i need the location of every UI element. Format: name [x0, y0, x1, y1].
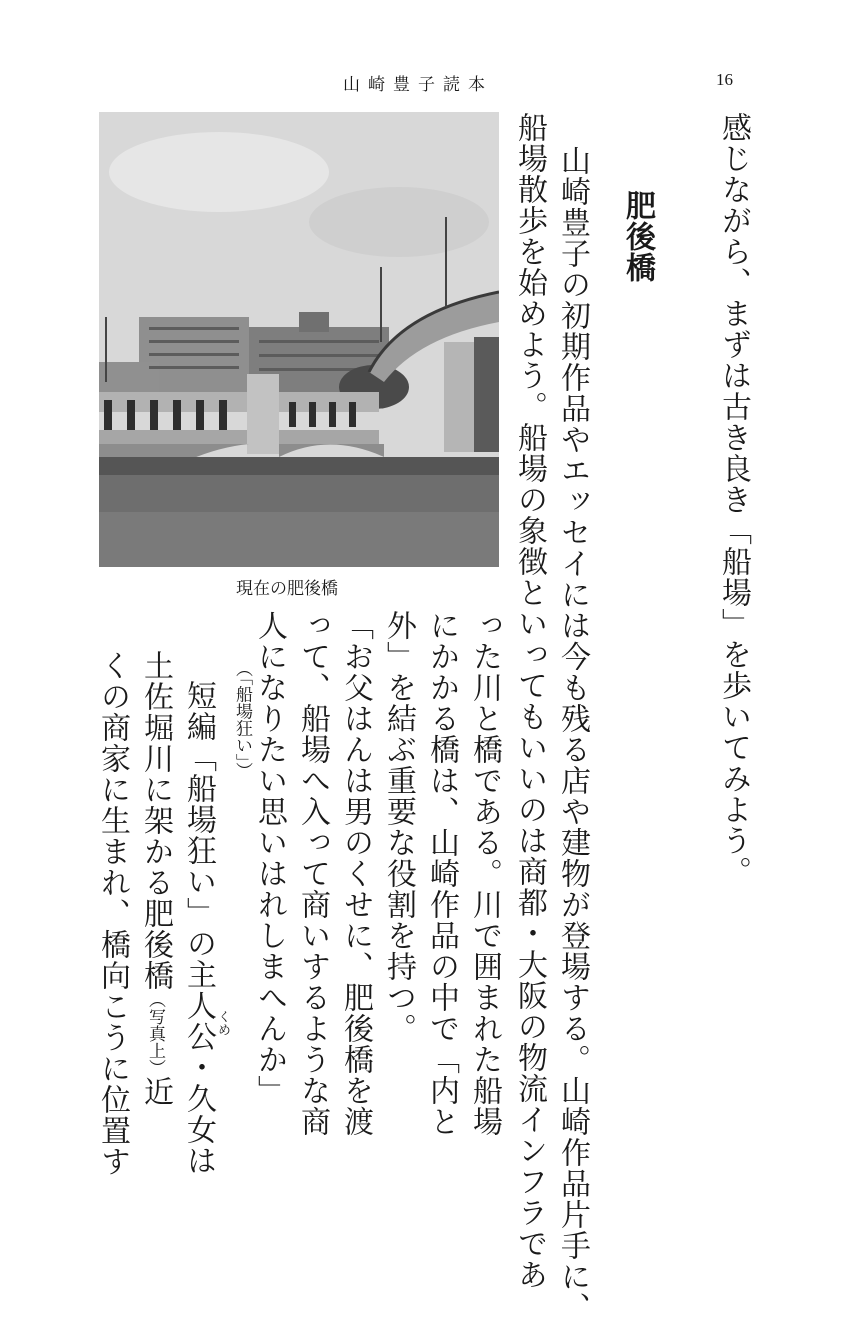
- body-column-2: 船場散歩を始めよう。船場の象徴といってもいいのは商都・大阪の物流インフラであ: [512, 112, 547, 1290]
- photo-cloud: [109, 132, 329, 212]
- bridge-photo: [99, 112, 499, 567]
- body-column-4: にかかる橋は、山崎作品の中で「内と: [424, 610, 459, 1137]
- story-column-2: [138, 650, 172, 1107]
- story-kanji-kume: 女: [181, 1114, 216, 1145]
- photo-river-reflection: [99, 457, 499, 475]
- body-column-6: 「お父はんは男のくせに、肥後橋を渡: [338, 610, 373, 1137]
- story-text: 土佐堀川に架かる肥後橋: [138, 650, 173, 991]
- photo-bridge-pier: [247, 374, 279, 454]
- photo-reference-note: （写真上）: [145, 991, 165, 1076]
- body-column-1: 山崎豊子の初期作品やエッセイには今も残る店や建物が登場する。山崎作品片手に、: [555, 145, 590, 1323]
- photo-highway-shadow: [474, 337, 499, 452]
- body-column-7: って、船場へ入って商いするような商: [295, 610, 330, 1137]
- story-column-1: [181, 680, 215, 1176]
- story-column-3: くの商家に生まれ、橋向こうに位置す: [95, 650, 130, 1177]
- photo-highway-pillar: [444, 342, 474, 452]
- ruby-reading: くめ: [215, 1010, 230, 1036]
- running-title: 山崎豊子読本: [343, 75, 493, 95]
- photo-caption: 現在の肥後橋: [236, 579, 338, 599]
- lead-line: 感じながら、まずは古き良き「船場」を歩いてみよう。: [716, 112, 751, 887]
- story-text: 近: [138, 1076, 173, 1107]
- page-number: 16: [716, 70, 733, 89]
- body-column-8: 人になりたい思いはれしまへんか」: [252, 610, 287, 1106]
- photo-cloud: [309, 187, 489, 257]
- photo-bridge-deck: [99, 392, 379, 412]
- photo-bridge-beam: [99, 430, 379, 444]
- citation: （「船場狂い」）: [232, 660, 252, 779]
- story-text: 短編「船場狂い」の主人公・久: [181, 680, 216, 1114]
- photo-building-tower: [299, 312, 329, 332]
- photo-river-foreground: [99, 512, 499, 567]
- story-text: は: [181, 1145, 216, 1176]
- body-column-5: 外」を結ぶ重要な役割を持つ。: [381, 610, 416, 1044]
- section-heading: 肥後橋: [620, 190, 655, 283]
- body-column-3: った川と橋である。川で囲まれた船場: [467, 610, 502, 1137]
